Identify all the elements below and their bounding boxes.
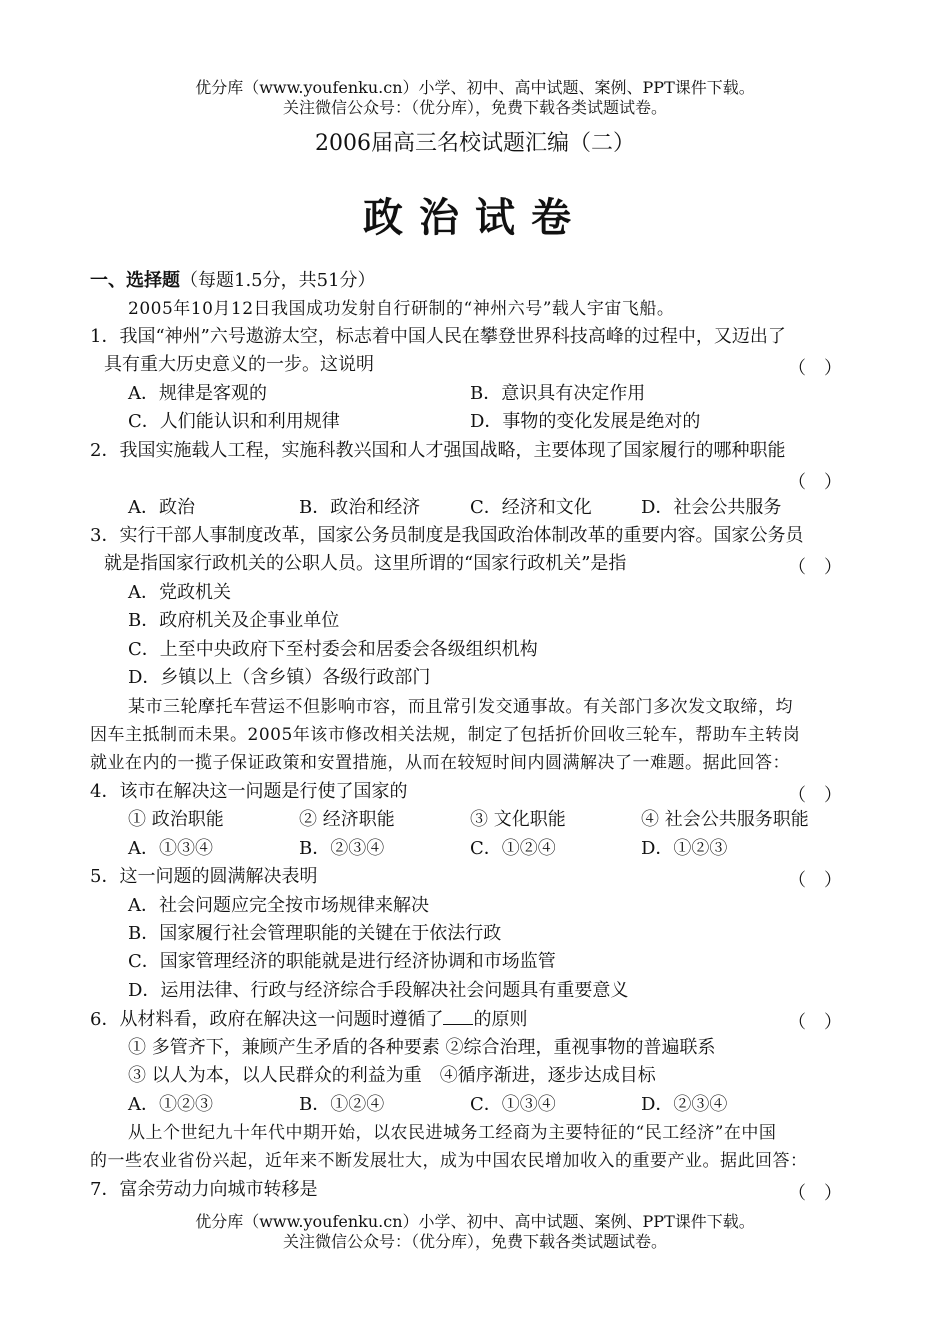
q3-stem-line-1: 3．实行干部人事制度改革，国家公务员制度是我国政治体制改革的重要内容。国家公务员 [90,525,804,546]
q4-option-c: C．①②④ [470,838,556,859]
q2-option-a: A．政治 [128,497,195,518]
q6-blank [443,1008,473,1025]
q1-option-d: D．事物的变化发展是绝对的 [470,411,701,432]
passage-2-line-3: 就业在内的一揽子保证政策和安置措施，从而在较短时间内圆满解决了一难题。据此回答： [90,753,790,773]
q6-option-a: A．①②③ [128,1094,213,1115]
q4-stem: 4．该市在解决这一问题是行使了国家的 [90,781,408,802]
q5-option-c: C．国家管理经济的职能就是进行经济协调和市场监管 [128,951,556,972]
q5-option-a: A．社会问题应完全按市场规律来解决 [128,895,429,916]
section-note: （每题1.5分，共51分） [180,270,376,291]
q4-answer-paren: （ ） [788,785,842,806]
q4-item-4: ④ 社会公共服务职能 [641,809,809,830]
q6-items-1-2: ① 多管齐下，兼顾产生矛盾的各种要素 ②综合治理，重视事物的普遍联系 [128,1037,716,1058]
q3-option-a: A．党政机关 [128,582,231,603]
q4-option-d: D．①②③ [641,838,728,859]
q3-option-d: D．乡镇以上（含乡镇）各级行政部门 [128,667,431,688]
q7-stem: 7．富余劳动力向城市转移是 [90,1179,318,1200]
q2-option-b: B．政治和经济 [299,497,421,518]
q6-stem-pre: 6．从材料看，政府在解决这一问题时遵循了 [90,1009,444,1030]
q1-option-c: C．人们能认识和利用规律 [128,411,340,432]
q4-option-a: A．①③④ [128,838,213,859]
page-title: 政治试卷 [363,195,587,241]
q3-option-c: C．上至中央政府下至村委会和居委会各级组织机构 [128,639,538,660]
q4-item-3: ③ 文化职能 [470,809,566,830]
q3-answer-paren: （ ） [788,557,842,578]
header-line-1: 优分库（www.youfenku.cn）小学、初中、高中试题、案例、PPT课件下载。 [195,78,755,97]
passage-3-line-2: 的一些农业省份兴起，近年来不断发展壮大，成为中国农民增加收入的重要产业。据此回答： [90,1151,808,1171]
q1-stem-line-2: 具有重大历史意义的一步。这说明 [104,354,374,375]
q2-option-d: D．社会公共服务 [641,497,782,518]
section-label: 一、选择题 [90,270,180,291]
q2-answer-paren: （ ） [788,472,842,493]
footer-line-2: 关注微信公众号：（优分库），免费下载各类试题试卷。 [282,1232,667,1251]
q6-items-3-4: ③ 以人为本，以人民群众的利益为重 ④循序渐进，逐步达成目标 [128,1065,656,1086]
q5-option-d: D．运用法律、行政与经济综合手段解决社会问题具有重要意义 [128,980,629,1001]
page-subtitle: 2006届高三名校试题汇编（二） [315,131,635,156]
section-heading [90,270,376,292]
q5-option-b: B．国家履行社会管理职能的关键在于依法行政 [128,923,502,944]
q2-stem-line-1: 2．我国实施载人工程，实施科教兴国和人才强国战略，主要体现了国家履行的哪种职能 [90,440,786,461]
q1-option-a: A．规律是客观的 [128,383,267,404]
q6-stem [90,1008,527,1031]
q4-item-2: ② 经济职能 [299,809,395,830]
header-line-2: 关注微信公众号：（优分库），免费下载各类试题试卷。 [282,98,667,117]
q1-answer-paren: （ ） [788,358,842,379]
q3-option-b: B．政府机关及企事业单位 [128,610,340,631]
q4-option-b: B．②③④ [299,838,385,859]
passage-3-line-1: 从上个世纪九十年代中期开始，以农民进城务工经商为主要特征的“民工经济”在中国 [128,1123,777,1143]
q6-option-b: B．①②④ [299,1094,385,1115]
q1-option-b: B．意识具有决定作用 [470,383,646,404]
passage-2-line-2: 因车主抵制而未果。2005年该市修改相关法规，制定了包括折价回收三轮车，帮助车主转岗 [90,725,801,745]
q6-answer-paren: （ ） [788,1012,842,1033]
q2-option-c: C．经济和文化 [470,497,592,518]
q1-stem-line-1: 1．我国“神州”六号遨游太空，标志着中国人民在攀登世界科技高峰的过程中，又迈出了 [90,326,786,347]
intro-passage: 2005年10月12日我国成功发射自行研制的“神州六号”载人宇宙飞船。 [128,299,675,319]
q6-option-c: C．①③④ [470,1094,556,1115]
q7-answer-paren: （ ） [788,1183,842,1204]
q3-stem-line-2: 就是指国家行政机关的公职人员。这里所谓的“国家行政机关”是指 [104,553,627,574]
q6-stem-post: 的原则 [473,1009,528,1030]
q5-answer-paren: （ ） [788,870,842,891]
q4-item-1: ① 政治职能 [128,809,224,830]
footer-line-1: 优分库（www.youfenku.cn）小学、初中、高中试题、案例、PPT课件下载。 [195,1212,755,1231]
q5-stem: 5．这一问题的圆满解决表明 [90,866,318,887]
passage-2-line-1: 某市三轮摩托车营运不但影响市容，而且常引发交通事故。有关部门多次发文取缔，均 [128,697,793,717]
q6-option-d: D．②③④ [641,1094,728,1115]
